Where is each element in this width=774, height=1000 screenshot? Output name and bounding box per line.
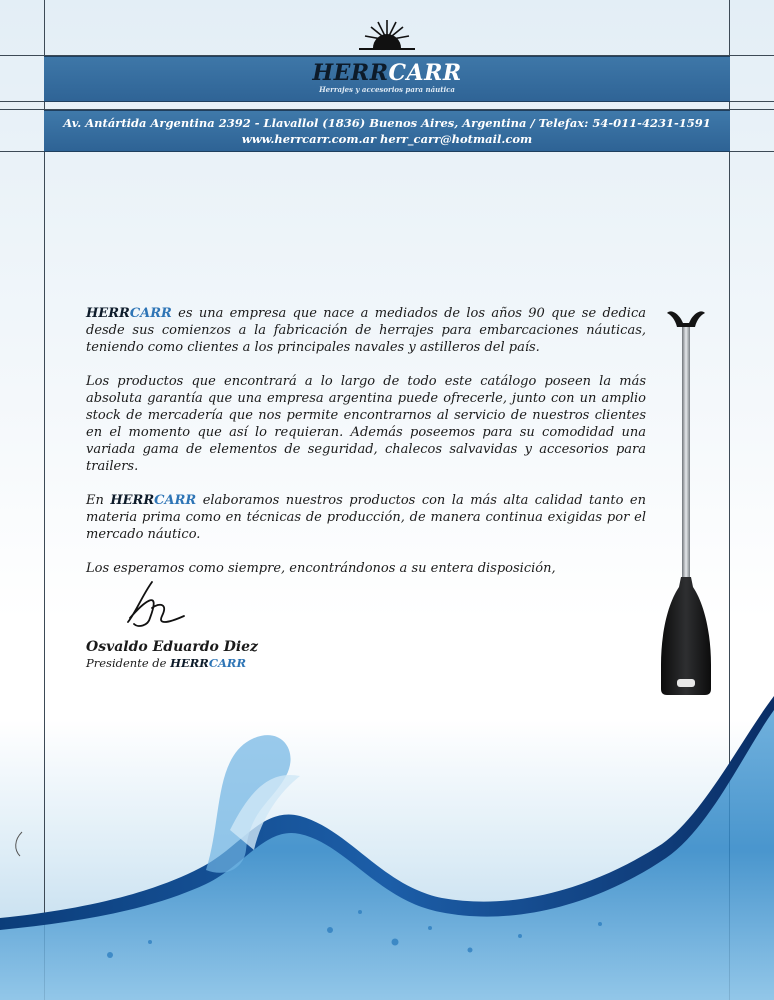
brand-inline: HERRCARR <box>86 306 172 321</box>
web-email-line: www.herrcarr.com.ar herr_carr@hotmail.com <box>241 132 533 146</box>
paragraph-intro: HERRCARR es una empresa que nace a mediados de los años 90 que se dedica desde sus comienzos a la fabricación de herrajes para embarcaciones náuticas, teniendo como clientes a los principales navales y astilleros del país. <box>86 306 646 355</box>
brand-inline: HERRCARR <box>170 656 247 670</box>
brand-inline: HERRCARR <box>110 493 197 508</box>
handwritten-signature <box>122 578 192 636</box>
contact-band <box>44 110 730 152</box>
brand-logo-text <box>44 61 730 85</box>
boat-paddle-image <box>655 305 717 700</box>
paragraph-quality: En HERRCARR elaboramos nuestros productos con la más alta calidad tanto en materia prima como en técnicas de producción, de manera continua exigidas por el mercado náutico. <box>86 493 646 542</box>
brand-tagline: Herrajes y accesorios para náutica <box>319 85 455 94</box>
letter-body <box>86 305 646 594</box>
paragraph-closing: Los esperamos como siempre, encontrándonos a su entera disposición, <box>86 561 556 576</box>
brand-name-herr: HERR <box>312 60 389 86</box>
brand-header-band <box>44 56 730 102</box>
paragraph-products: Los productos que encontrará a lo largo de todo este catálogo poseen la más absoluta garantía que una empresa argentina puede ofrecerle, junto con un amplio stock de mercadería que nos permite encontrarnos al servicio de nuestros clientes en el momento que así lo requieran. Además poseemos para su comodidad una variada gama de elementos de seguridad, chalecos salvavidas y accesorios para trailers. <box>86 374 646 474</box>
signatory-title: Presidente de HERRCARR <box>86 656 247 670</box>
brand-name-carr: CARR <box>388 60 462 86</box>
address-phone-line: Av. Antártida Argentina 2392 - Llavallol (1836) Buenos Aires, Argentina / Telefax: 54-011-4231-1591 <box>63 116 711 130</box>
signatory-name: Osvaldo Eduardo Diez <box>86 639 259 655</box>
compass-logo-icon <box>357 18 417 54</box>
water-wave-decoration <box>0 680 774 1000</box>
